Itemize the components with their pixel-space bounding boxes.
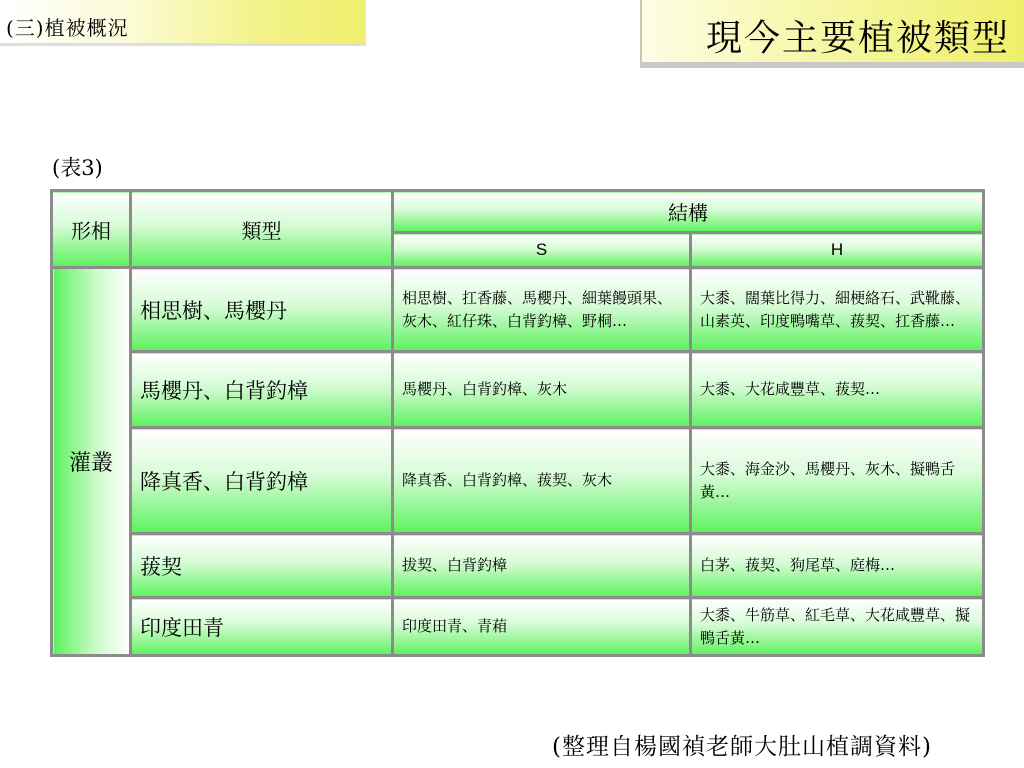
s-cell: 相思樹、扛香藤、馬櫻丹、細葉饅頭果、灰木、紅仔珠、白背釣樟、野桐… [393, 268, 691, 352]
section-tag [0, 0, 366, 46]
type-cell: 印度田青 [131, 598, 393, 656]
header-structure: 結構 [393, 191, 984, 233]
form-cell: 灌叢 [52, 268, 131, 656]
h-cell: 大黍、牛筋草、紅毛草、大花咸豐草、擬鴨舌黃… [691, 598, 984, 656]
s-cell: 印度田青、青葙 [393, 598, 691, 656]
s-cell: 拔契、白背釣樟 [393, 534, 691, 598]
source-note: (整理自楊國禎老師大肚山植調資料) [552, 734, 932, 760]
type-cell: 相思樹、馬櫻丹 [131, 268, 393, 352]
table-row [52, 598, 984, 656]
table-row [52, 352, 984, 428]
header-row [52, 191, 984, 233]
table-row [52, 534, 984, 598]
h-cell: 大黍、大花咸豐草、菝契… [691, 352, 984, 428]
h-cell: 大黍、闊葉比得力、細梗絡石、武靴藤、山素英、印度鴨嘴草、菝契、扛香藤… [691, 268, 984, 352]
h-cell: 大黍、海金沙、馬櫻丹、灰木、擬鴨舌黃… [691, 428, 984, 534]
page-title: 現今主要植被類型 [705, 18, 1010, 59]
table-row [52, 268, 984, 352]
header-s: S [393, 233, 691, 268]
header-h: H [691, 233, 984, 268]
table-row [52, 428, 984, 534]
type-cell: 降真香、白背釣樟 [131, 428, 393, 534]
section-tag-label: (三)植被概況 [6, 16, 129, 40]
s-cell: 降真香、白背釣樟、菝契、灰木 [393, 428, 691, 534]
h-cell: 白茅、菝契、狗尾草、庭梅… [691, 534, 984, 598]
header-type: 類型 [131, 191, 393, 268]
table-caption: (表3) [52, 156, 103, 180]
vegetation-table [50, 189, 985, 657]
s-cell: 馬櫻丹、白背釣樟、灰木 [393, 352, 691, 428]
type-cell: 菝契 [131, 534, 393, 598]
type-cell: 馬櫻丹、白背釣樟 [131, 352, 393, 428]
header-form: 形相 [52, 191, 131, 268]
title-box [640, 0, 1024, 68]
